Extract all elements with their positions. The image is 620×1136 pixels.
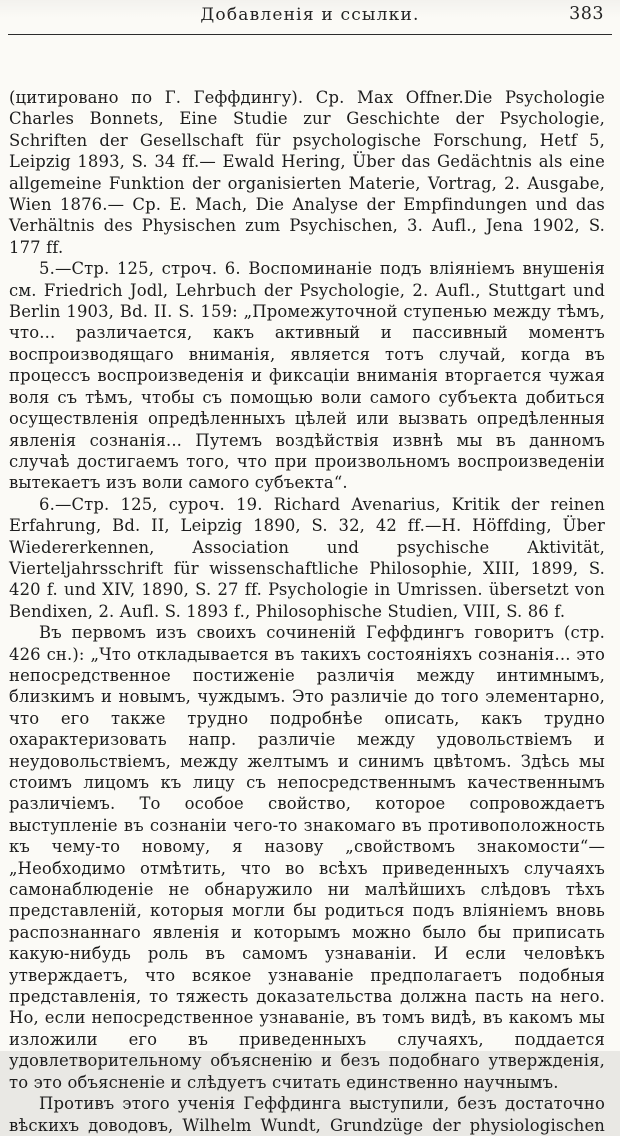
running-head xyxy=(0,0,620,31)
page-number: 383 xyxy=(569,4,604,24)
paragraph-citation-offner-hering-mach: (цитировано по Г. Геффдингу). Ср. Max Offner.Die Psychologie Charles Bonnets, Eine Studie zur Geschichte der Psychologie, Schriften der Gesellschaft für psychologische Forschung, Hetf 5, Leipzig 1893, S. 34 ff.— Ewald Hering, Über das Gedächtnis als eine allgemeine Funktion der organisierten Materie, Vortrag, 2. Ausgabe, Wien 1876.— Ср. E. Mach, Die Analyse der Empfindungen und das Verhältnis des Physischen zum Psychischen, 3. Aufl., Jena 1902, S. 177 ff. xyxy=(9,88,605,257)
paragraph-note-5: 5.—Стр. 125, строч. 6. Воспоминаніе подъ вліяніемъ внушенія см. Friedrich Jodl, Lehrbuch der Psychologie, 2. Aufl., Stuttgart und Berlin 1903, Bd. II. S. 159: „Промежуточной ступенью между тѣмъ, что... различается, какъ активный и пассивный моментъ воспроизводящаго вниманія, является тотъ случай, когда въ процессъ воспроизведенія и фиксаціи вниманія вторгается чужая воля съ тѣмъ, чтобы съ помощью воли самого субъекта добиться осуществленія опредѣленныхъ цѣлей или вызвать опредѣленныя явленія сознанія... Путемъ воздѣйствія извнѣ мы въ данномъ случаѣ достигаемъ того, что при произвольномъ воспроизведеніи вытекаетъ изъ воли самого субъекта“. xyxy=(9,259,605,493)
page-body xyxy=(0,87,620,1136)
paragraph-note-6: 6.—Стр. 125, суроч. 19. Richard Avenarius, Kritik der reinen Erfahrung, Bd. II, Leipzig 1890, S. 32, 42 ff.—H. Höffding, Über Wiedererkennen, Association und psychische Aktivität, Vierteljahrsschrift für wissenschaftliche Philosophie, XIII, 1899, S. 420 f. und XIV, 1890, S. 27 ff. Psychologie in Umrissen. übersetzt von Bendixen, 2. Aufl. S. 1893 f., Philosophische Studien, VIII, S. 86 f. xyxy=(9,494,605,621)
paragraph-wundt-opening: Противъ этого ученія Геффдинга выступили, безъ достаточно вѣскихъ доводовъ, Wilhelm Wundt, Grundzüge der physiologischen xyxy=(9,1094,605,1135)
paragraph-hoeffding-quote: Въ первомъ изъ своихъ сочиненій Геффдингъ говоритъ (стр. 426 сн.): „Что откладывается въ такихъ состояніяхъ сознанія... это непосредственное постиженіе различія между интимнымъ, близкимъ и новымъ, чуждымъ. Это различіе до того элементарно, что его также трудно подробнѣе описать, какъ трудно охарактеризовать напр. различіе между удовольствіемъ и неудовольствіемъ, между желтымъ и синимъ цвѣтомъ. Здѣсь мы стоимъ лицомъ къ лицу съ непосредственнымъ качественнымъ различіемъ. То особое свойство, которое сопровождаетъ выступленіе въ сознаніи чего-то знакомаго въ противоположность къ чему-то новому, я назову „свойствомъ знакомости“—„Необходимо отмѣтить, что во всѣхъ приведенныхъ случаяхъ самонаблюденіе не обнаружило ни малѣйшихъ слѣдовъ тѣхъ представленій, которыя могли бы родиться подъ вліяніемъ вновь распознаннаго явленія и которымъ можно было бы приписать какую-нибудь роль въ самомъ узнаваніи. И если человѣкъ утверждаетъ, что всякое узнаваніе предполагаетъ подобныя представленія, то тяжесть доказательства должна пасть на него. Но, если непосредственное узнаваніе, въ томъ видѣ, въ какомъ мы изложили его въ приведенныхъ случаяхъ, поддается удовлетворительному объясненію и безъ подобнаго утвержденія, то это объясненіе и слѣдуетъ считать единственно научнымъ. xyxy=(9,623,605,1092)
page-header-title: Добавленія и ссылки. xyxy=(200,5,420,25)
header-rule xyxy=(8,34,612,35)
